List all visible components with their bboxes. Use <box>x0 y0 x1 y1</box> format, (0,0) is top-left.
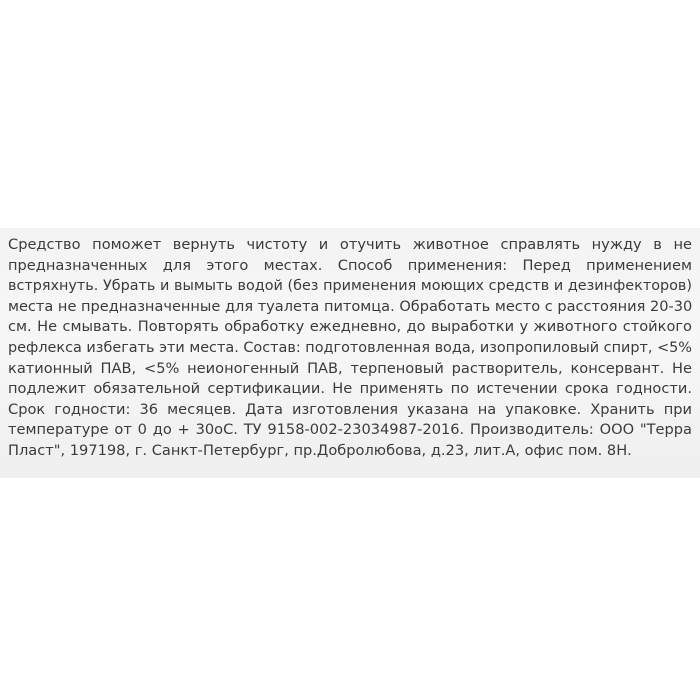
label-line-10: температуре от 0 до + 30оС. ТУ 9158-002-23034987-2016. Производитель: ООО "Терра <box>8 421 692 439</box>
label-line-5: см. Не смывать. Повторять обработку ежедневно, до выработки у животного стойкого <box>8 318 692 336</box>
label-line-7: катионный ПАВ, <5% неионогенный ПАВ, терпеновый растворитель, консервант. Не <box>8 359 692 377</box>
label-line-11: Пласт", 197198, г. Санкт-Петербург, пр.Добролюбова, д.23, лит.А, офис пом. 8Н. <box>8 441 632 459</box>
label-line-9: Срок годности: 36 месяцев. Дата изготовления указана на упаковке. Хранить при <box>8 400 692 418</box>
label-line-6: рефлекса избегать эти места. Состав: подготовленная вода, изопропиловый спирт, <5% <box>8 339 692 356</box>
label-line-8: подлежит обязательной сертификации. Не применять по истечении срока годности. <box>8 380 692 398</box>
label-line-4: места не предназначенные для туалета питомца. Обработать место с расстояния 20-30 <box>8 297 693 315</box>
label-line-3: встряхнуть. Убрать и вымыть водой (без применения моющих средств и дезинфекторов) <box>8 278 692 295</box>
label-text-block <box>8 235 692 462</box>
label-line-2: предназначенных для этого местах. Способ применения: Перед применением <box>8 256 692 274</box>
label-line-1: Средство поможет вернуть чистоту и отучить животное справлять нужду в не <box>8 236 692 253</box>
